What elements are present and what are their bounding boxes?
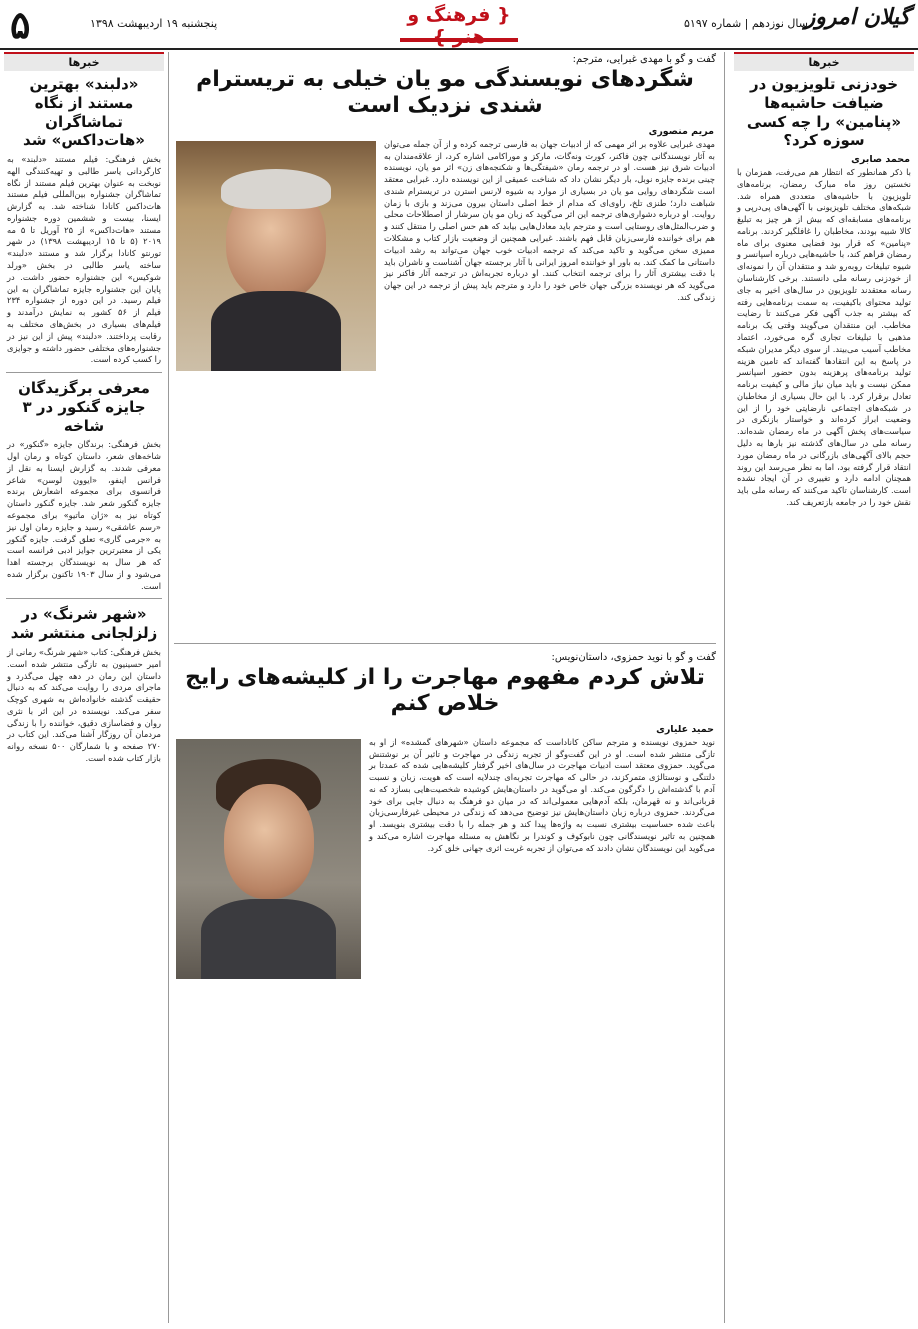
article-body: نوید حمزوی نویسنده و مترجم ساکن کاناداست که مجموعه داستان «شهرهای گمشده» از او به تازگی منتشر شده است. او در این گفت‌وگو از تجربه زندگی در مهاجرت و تاثیر آن بر نوشتنش می‌گوید. حمزوی معتقد است ادبیات مهاجرت در سال‌های اخیر گرفتار کلیشه‌هایی شده که عمدتا بر دلتنگی و نوستالژی متمرکزند، در حالی که مهاجرت تجربه‌ای چندلایه است که هویت، زبان و نسبت آدم با گذشته‌اش را دگرگون می‌کند. او می‌گوید در داستان‌هایش کوشیده شخصیت‌هایی بسازد که نه قربانی‌اند و نه قهرمان، بلکه آدم‌هایی معمولی‌اند که در میان دو فرهنگ به دنبال جایی برای خود می‌گردند. حمزوی درباره زبان داستان‌هایش نیز توضیح می‌دهد که زندگی در محیطی غیرفارسی‌زبان باعث شده حساسیت بیشتری نسبت به واژه‌ها پیدا کند و هر جمله را با دقت بیشتری بنویسد. او همچنین به تاثیر نویسندگانی چون نابوکوف و کوندرا بر نگاهش به مسئله مهاجرت اشاره می‌کند و می‌گوید این نویسندگان نشان دادند که می‌توان از تجربه غربت اثری جهانی خلق کرد.: [369, 736, 715, 853]
article-byline: محمد صابری: [851, 154, 910, 165]
right-column-label: خبرها: [734, 52, 914, 71]
right-column: [734, 52, 914, 1323]
section-title-text: فرهنگ و هنر: [407, 4, 491, 48]
news-headline: معرفی برگزیدگان جایزه گنکور در ۳ شاخه: [18, 379, 150, 435]
news-body: بخش فرهنگی: فیلم مستند «دلبند» به کارگردانی یاسر طالبی و تهیه‌کنندگی الهه نوبخت به عنوان بهترین فیلم مستند از نگاه تماشاگران جشنواره بین‌المللی فیلم مستند هات‌داکس کانادا شناخته شد. به گزارش ایسنا، بیست و ششمین دوره جشنواره مستند «هات‌داکس» از ۲۵ آوریل تا ۵ مه ۲۰۱۹ (۵ تا ۱۵ اردیبهشت ۱۳۹۸) در شهر تورنتو کانادا برگزار شد و مستند «دلبند» ساخته یاسر طالبی در بخش «ورلد شوکیس» این جشنواره حضور داشت. در پایان این جشنواره جایزه تماشاگران به این فیلم رسید. در این دوره از جشنواره ۲۳۴ فیلم از ۵۶ کشور به نمایش درآمدند و فیلم‌های بسیاری در بخش‌های مختلف به رقابت پرداختند. «دلبند» پیش از این نیز در جشنواره‌های مختلفی حضور داشته و جوایزی را کسب کرده است.: [7, 154, 161, 365]
article-headline: شگردهای نویسندگی مو یان خیلی به تریسترام شندی نزدیک است: [196, 67, 694, 119]
portrait-photo-ghobraei: [176, 141, 376, 371]
masthead: [0, 0, 918, 50]
article-byline: مریم منصوری: [648, 125, 714, 137]
article-body: مهدی غبرایی علاوه بر اثر مهمی که از ادبیات جهان به فارسی ترجمه کرده و از آن جمله می‌توان به آثار نویسندگانی چون فاکنر، کورت ونه‌گات، مارکز و موراکامی اشاره کرد، از علاقه‌مندان به ادبیات شرق نیز هست. او در ترجمه رمان «شیفتگی‌ها و شکنجه‌های زن» اثر مو یان، نویسنده چینی برنده جایزه نوبل، بار دیگر نشان داد که شناخت عمیقی از این نویسنده دارد. غبرایی معتقد است شگردهای روایی مو یان در بسیاری از موارد به شیوه لارنس استرن در تریسترام شندی شباهت دارد؛ طنزی تلخ، راوی‌ای که مدام از خط اصلی داستان بیرون می‌زند و بازی با زمان روایت. او درباره دشواری‌های ترجمه این اثر می‌گوید که زبان مو یان سرشار از اصطلاحات محلی و ضرب‌المثل‌های روستایی است و مترجم باید معادل‌هایی بیابد که هم حس اصلی را منتقل کنند و هم برای خواننده فارسی‌زبان قابل فهم باشند. غبرایی همچنین از وضعیت بازار کتاب و مشکلات ممیزی سخن می‌گوید و تاکید می‌کند که ترجمه ادبیات خوب جهان می‌تواند به رشد ادبیات داستانی ما کمک کند. به باور او خواننده امروز ایرانی با آثار برجسته جهان آشناست و ناشران باید با دقت بیشتری آثار را برای ترجمه انتخاب کنند. او درباره تجربه‌اش در ترجمه آثار فاکنر نیز می‌گوید که هر نویسنده بزرگی جهان خاص خود را دارد و مترجم باید پیش از ترجمه در این جهان زندگی کند.: [384, 138, 715, 302]
left-column-label: خبرها: [4, 52, 164, 71]
news-headline: خودزنی تلویزیون در ضیافت حاشیه‌ها «پنامین» را چه کسی سوزه کرد؟: [746, 75, 902, 150]
article-headline: تلاش کردم مفهوم مهاجرت را از کلیشه‌های رایج خلاص کنم: [185, 665, 705, 717]
issue-number: سال نوزدهم | شماره ۵۱۹۷: [684, 17, 808, 30]
section-title: { فرهنگ و هنر }: [400, 4, 518, 42]
news-headline: «شهر شرنگ» در زلزلجانی منتشر شد: [10, 605, 158, 643]
article-kicker: گفت و گو با نوید حمزوی، داستان‌نویس:: [551, 652, 716, 663]
issue-date: پنجشنبه ۱۹ اردیبهشت ۱۳۹۸: [90, 17, 218, 30]
column-divider: [168, 52, 169, 1323]
main-column: [172, 52, 718, 1323]
news-body: بخش فرهنگی: کتاب «شهر شرنگ» رمانی از امیر حسینیون به تازگی منتشر شده است. داستان این رمان در دهه چهل می‌گذرد و ماجرای مردی را روایت می‌کند که به دنبال حقیقت گذشته خانواده‌اش به شهری کوچک سفر می‌کند. نویسنده در این اثر با نثری روان و فضاسازی دقیق، خواننده را با زندگی مردمان آن روزگار آشنا می‌کند. این کتاب در ۲۷۰ صفحه و با شمارگان ۵۰۰ نسخه روانه بازار کتاب شده است.: [7, 646, 161, 763]
newspaper-logo: گیلان امروز: [804, 4, 910, 30]
news-body: با ذکر همانطور که انتظار هم می‌رفت، همزمان با نخستین روز ماه مبارک رمضان، برنامه‌های تلویزیون با حاشیه‌های متعددی همراه شد. شبکه‌های مختلف تلویزیونی با آگهی‌های پی‌درپی و برنامه‌های مسابقه‌ای که بیش از هر چیز به تبلیغ کالا شبیه بودند، مخاطبان را غافلگیر کردند. برنامه «پنامین» که قرار بود فضایی معنوی برای ماه رمضان فراهم کند، با حاشیه‌هایی درباره اسپانسر و شیوه تبلیغات روبه‌رو شد و منتقدان آن را نمونه‌ای از خودزنی رسانه ملی دانستند. برخی کارشناسان رسانه معتقدند تلویزیون در سال‌های اخیر به جای تولید محتوای باکیفیت، به سمت برنامه‌هایی رفته که بیشتر به جذب آگهی فکر می‌کنند تا رضایت مخاطب. این منتقدان می‌گویند وقتی یک برنامه مذهبی با تبلیغات تجاری گره می‌خورد، اعتماد مخاطب آسیب می‌بیند. از سوی دیگر مدیران شبکه در پاسخ به این انتقادها گفته‌اند که تامین هزینه تولید برنامه‌های پرهزینه بدون حضور اسپانسر ممکن نیست و باید میان نیاز مالی و کیفیت برنامه تعادل برقرار کرد. با این حال بسیاری از مخاطبان در شبکه‌های اجتماعی نارضایتی خود را از این وضعیت ابراز کرده‌اند و خواستار بازنگری در سیاست‌های پخش آگهی در ماه رمضان شده‌اند. رسانه ملی در سال‌های گذشته نیز بارها به دلیل حجم بالای آگهی‌های بازرگانی در ماه رمضان مورد انتقاد قرار گرفته بود، اما به نظر می‌رسد این روند همچنان ادامه دارد و تغییری در آن ایجاد نشده است. کارشناسان تاکید می‌کنند که رسانه ملی باید نقش خود را در جامعه بازتعریف کند.: [737, 167, 911, 507]
article-hamzavi: [172, 650, 718, 1323]
portrait-photo-hamzavi: [176, 739, 361, 979]
news-body: بخش فرهنگی: برندگان جایزه «گنکور» در شاخه‌های شعر، داستان کوتاه و رمان اول معرفی شدند. به گزارش ایسنا به نقل از فرانس اینفو، «ایوون لوسن» شاعر فرانسوی برای مجموعه اشعارش برنده جایزه گنکور شعر شد. جایزه گنکور داستان کوتاه نیز به «ژان ماتیو» برای مجموعه «رسم عاشقی» رسید و جایزه رمان اول نیز به «جرمی گاری» تعلق گرفت. جایزه گنکور یکی از معتبرترین جوایز ادبی فرانسه است که هر سال به نویسندگان برجسته اهدا می‌شود و از سال ۱۹۰۳ تاکنون برگزار شده است.: [7, 439, 161, 591]
article-kicker: گفت و گو با مهدی غبرایی، مترجم:: [572, 54, 716, 65]
article-ghobraei: [172, 52, 718, 637]
column-divider: [724, 52, 725, 1323]
article-byline: حمید علیاری: [656, 723, 714, 735]
divider: [6, 598, 162, 599]
divider: [6, 372, 162, 373]
news-headline: «دلبند» بهترین مستند از نگاه تماشاگران «هات‌داکس» شد: [23, 75, 145, 150]
left-column: [4, 52, 164, 1323]
divider: [174, 643, 716, 644]
page-number: ۵: [10, 2, 31, 47]
